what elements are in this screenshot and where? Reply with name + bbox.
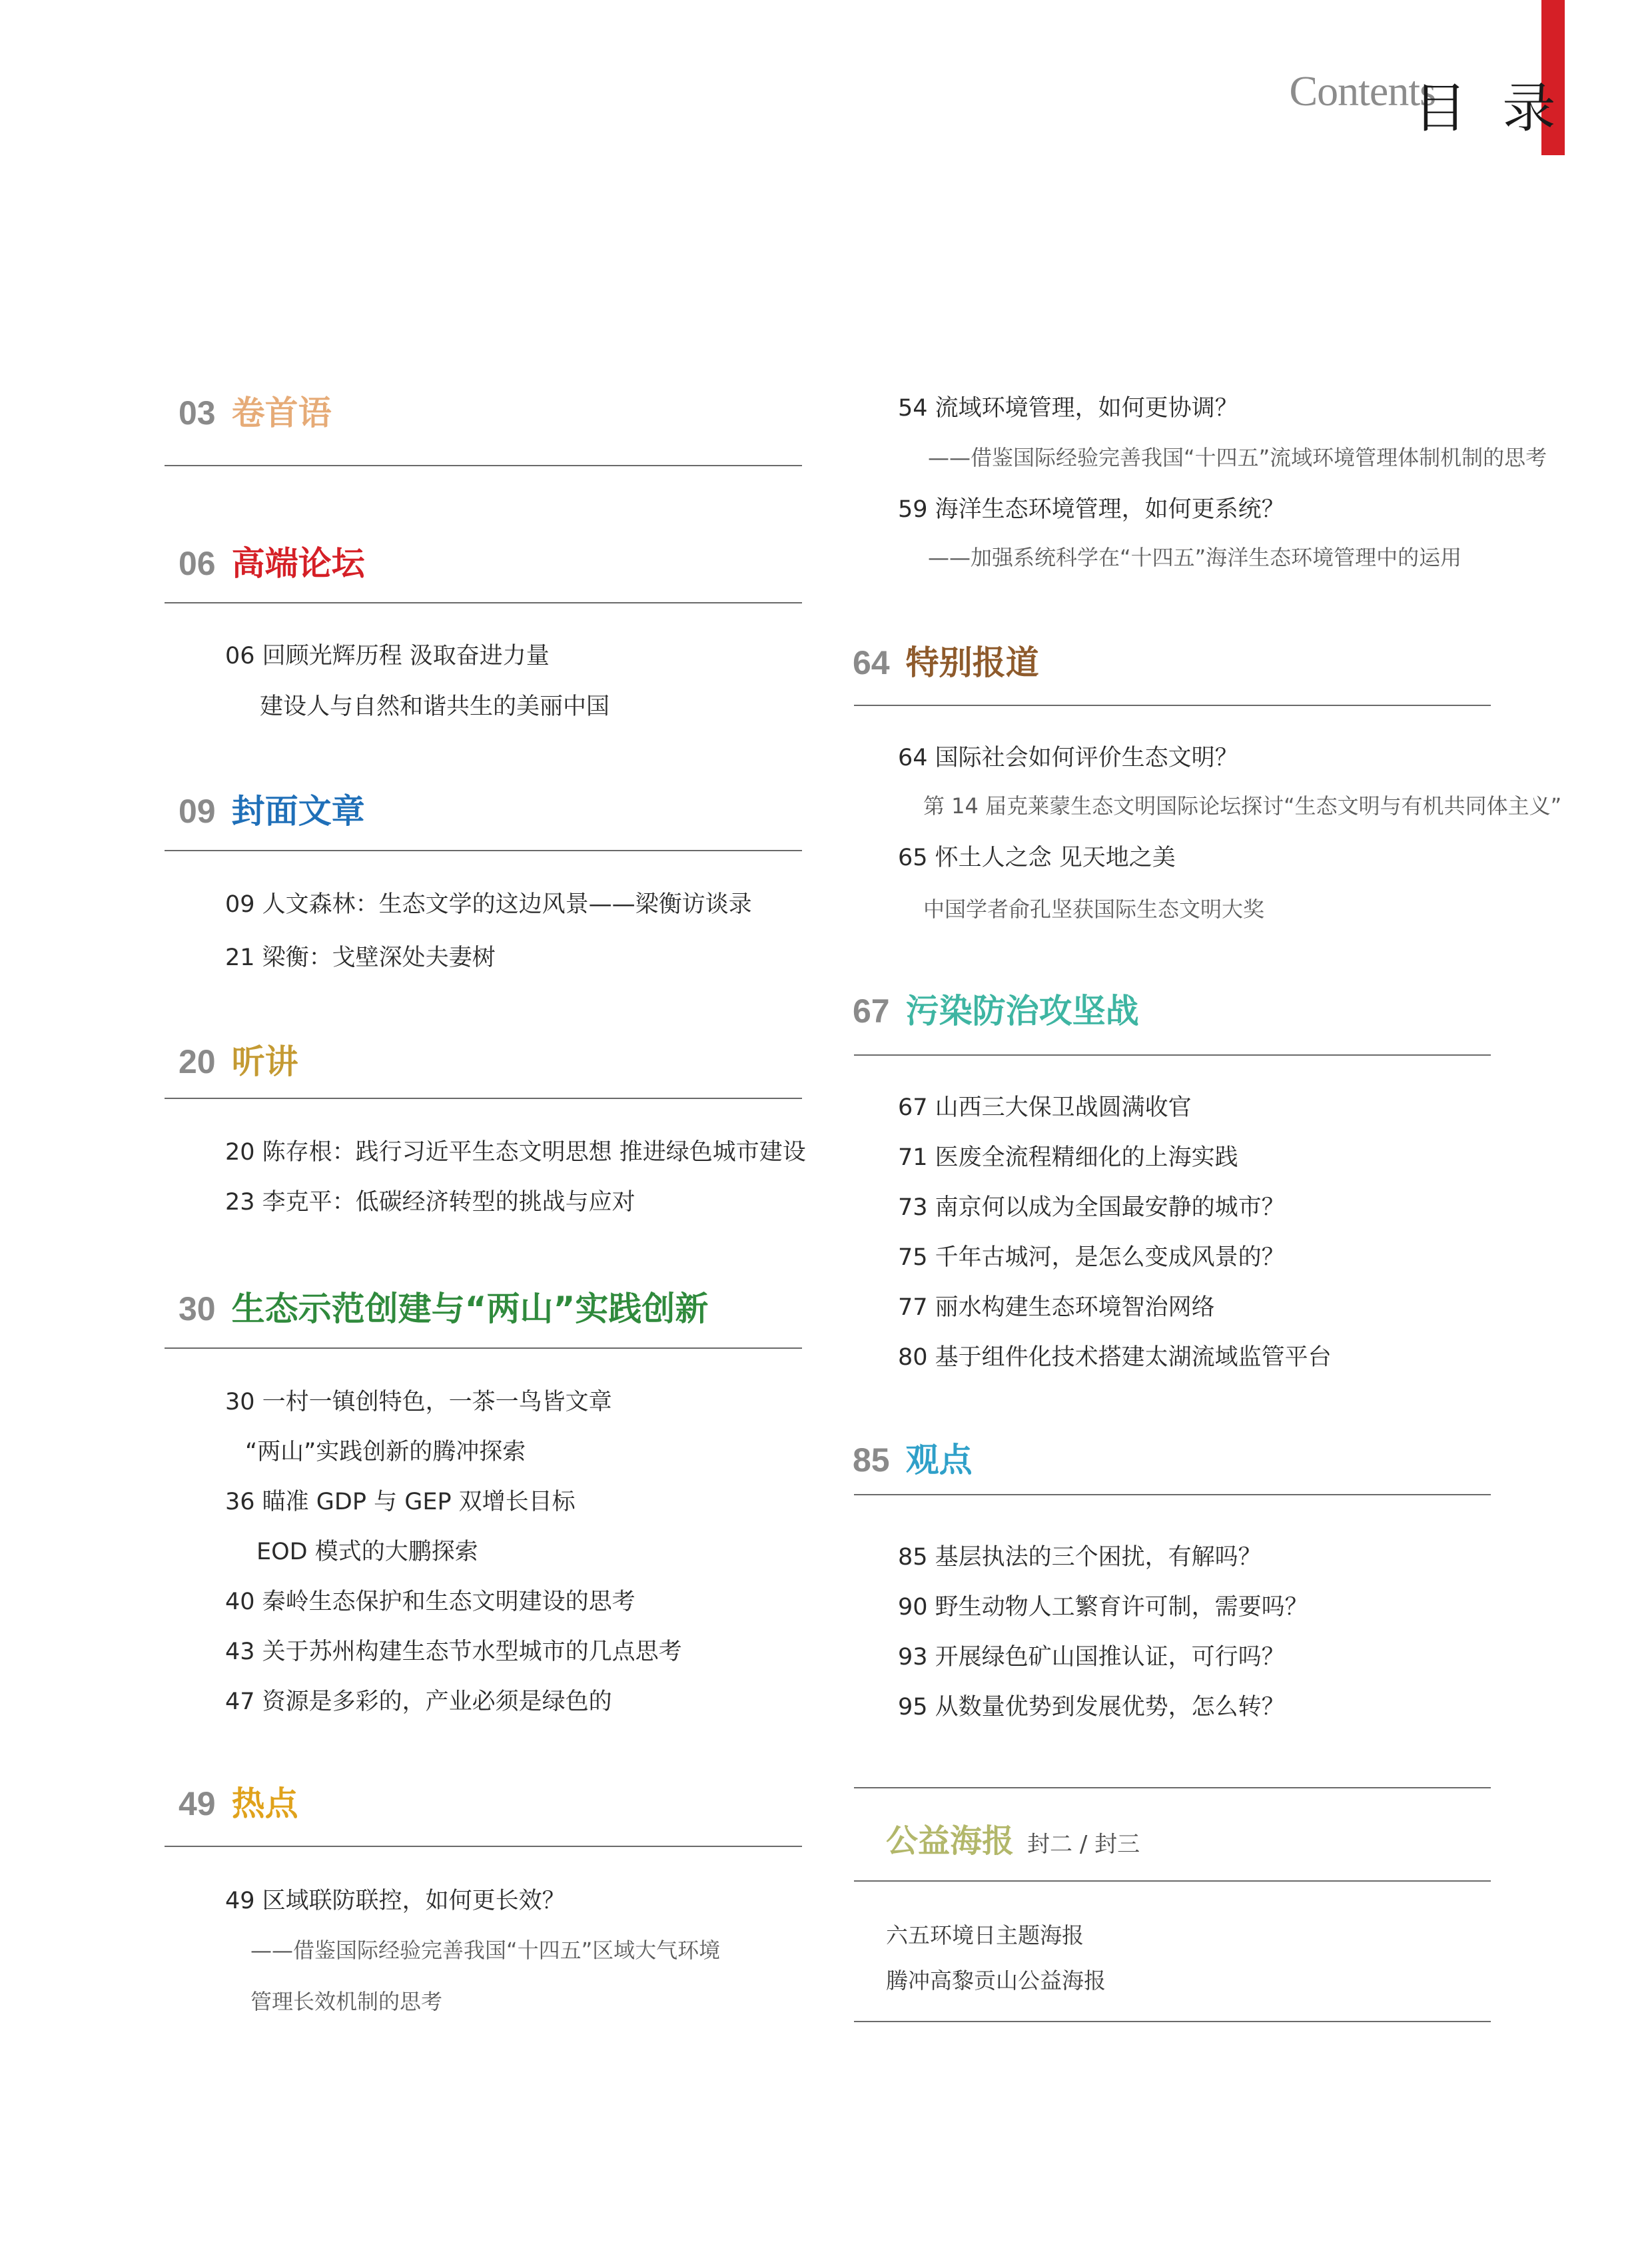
section-title: 听讲 — [231, 1042, 298, 1081]
section-divider — [165, 1347, 802, 1349]
section-tebie-baodao[interactable] — [853, 636, 1039, 684]
toc-item-continued[interactable]: 建设人与自然和谐共生的美丽中国 — [260, 693, 610, 720]
toc-subtitle: 管理长效机制的思考 — [250, 1989, 443, 2014]
section-page-number: 67 — [853, 992, 890, 1030]
toc-item[interactable]: 43 关于苏州构建生态节水型城市的几点思考 — [225, 1639, 682, 1665]
section-divider — [165, 602, 802, 603]
section-page-number: 09 — [179, 793, 216, 830]
toc-item[interactable]: 59 海洋生态环境管理，如何更系统？ — [898, 496, 1285, 523]
section-juanshouyu[interactable] — [179, 386, 332, 434]
section-guandian[interactable] — [853, 1433, 973, 1481]
section-shengtai-shifan[interactable] — [179, 1282, 708, 1330]
toc-item[interactable]: 90 野生动物人工繁育许可制，需要吗？ — [898, 1594, 1308, 1621]
toc-item[interactable]: 36 瞄准 GDP 与 GEP 双增长目标 — [225, 1489, 576, 1515]
section-page-number: 49 — [179, 1785, 216, 1822]
section-page-number: 30 — [179, 1290, 216, 1327]
poster-item[interactable]: 腾冲高黎贡山公益海报 — [886, 1968, 1106, 1994]
section-title: 高端论坛 — [231, 544, 365, 583]
poster-title: 公益海报 — [886, 1822, 1015, 1860]
toc-item[interactable]: 54 流域环境管理，如何更协调？ — [898, 395, 1238, 422]
section-title: 热点 — [231, 1784, 298, 1823]
toc-item-continued[interactable]: “两山”实践创新的腾冲探索 — [245, 1439, 526, 1465]
toc-item[interactable]: 21 梁衡：戈壁深处夫妻树 — [225, 944, 496, 971]
section-fengmian-wenzhang[interactable] — [179, 785, 365, 833]
contents-title-en: Contents — [1289, 67, 1436, 115]
section-page-number: 85 — [853, 1441, 890, 1479]
section-gaoduan-luntan[interactable] — [179, 537, 365, 585]
contents-title-cn: 目 录 — [1414, 77, 1565, 139]
toc-subtitle: ——借鉴国际经验完善我国“十四五”流域环境管理体制机制的思考 — [928, 445, 1547, 470]
toc-item[interactable]: 75 千年古城河，是怎么变成风景的？ — [898, 1244, 1285, 1271]
section-page-number: 20 — [179, 1043, 216, 1080]
section-divider — [165, 1098, 802, 1099]
section-title: 生态示范创建与“两山”实践创新 — [231, 1290, 709, 1328]
toc-item[interactable]: 09 人文森林：生态文学的这边风景——梁衡访谈录 — [225, 891, 752, 918]
section-page-number: 03 — [179, 394, 216, 432]
poster-item[interactable]: 六五环境日主题海报 — [886, 1922, 1084, 1948]
toc-subtitle: 第 14 届克莱蒙生态文明国际论坛探讨“生态文明与有机共同体主义” — [923, 793, 1562, 819]
toc-item[interactable]: 47 资源是多彩的，产业必须是绿色的 — [225, 1688, 612, 1715]
section-redian[interactable] — [179, 1777, 298, 1825]
toc-item[interactable]: 40 秦岭生态保护和生态文明建设的思考 — [225, 1589, 635, 1615]
toc-item[interactable]: 93 开展绿色矿山国推认证，可行吗？ — [898, 1644, 1285, 1671]
section-tingjiang[interactable] — [179, 1035, 298, 1083]
toc-item[interactable]: 80 基于组件化技术搭建太湖流域监管平台 — [898, 1344, 1332, 1371]
toc-item[interactable]: 95 从数量优势到发展优势，怎么转？ — [898, 1694, 1285, 1720]
section-page-number: 64 — [853, 644, 890, 681]
poster-mid-divider — [854, 1880, 1491, 1882]
poster-pages: 封二 / 封三 — [1027, 1831, 1140, 1858]
toc-item[interactable]: 06 回顾光辉历程 汲取奋进力量 — [225, 643, 550, 669]
toc-subtitle: ——借鉴国际经验完善我国“十四五”区域大气环境 — [250, 1938, 721, 1963]
poster-bottom-divider — [854, 2021, 1491, 2022]
toc-subtitle: ——加强系统科学在“十四五”海洋生态环境管理中的运用 — [928, 545, 1462, 570]
section-divider — [165, 465, 802, 466]
toc-item[interactable]: 64 国际社会如何评价生态文明？ — [898, 745, 1238, 771]
section-divider — [165, 850, 802, 851]
toc-item[interactable]: 23 李克平：低碳经济转型的挑战与应对 — [225, 1189, 635, 1216]
section-title: 污染防治攻坚战 — [905, 992, 1139, 1030]
section-gongyi-haibao[interactable] — [886, 1815, 1140, 1861]
section-title: 特别报道 — [905, 643, 1039, 682]
poster-top-divider — [854, 1787, 1491, 1788]
section-wuran-fangzhi[interactable] — [853, 984, 1139, 1032]
section-divider — [165, 1846, 802, 1847]
toc-item[interactable]: 67 山西三大保卫战圆满收官 — [898, 1094, 1192, 1121]
section-divider — [854, 1494, 1491, 1495]
toc-item[interactable]: 65 怀土人之念 见天地之美 — [898, 845, 1176, 871]
toc-item[interactable]: 30 一村一镇创特色，一茶一鸟皆文章 — [225, 1389, 612, 1415]
section-divider — [854, 1054, 1491, 1056]
toc-item[interactable]: 73 南京何以成为全国最安静的城市？ — [898, 1194, 1285, 1221]
section-title: 观点 — [905, 1441, 973, 1479]
toc-item[interactable]: 85 基层执法的三个困扰，有解吗？ — [898, 1544, 1262, 1571]
toc-item[interactable]: 71 医废全流程精细化的上海实践 — [898, 1144, 1238, 1171]
toc-item[interactable]: 20 陈存根：践行习近平生态文明思想 推进绿色城市建设 — [225, 1139, 806, 1166]
toc-subtitle: 中国学者俞孔坚获国际生态文明大奖 — [923, 897, 1265, 922]
toc-item-continued[interactable]: EOD 模式的大鹏探索 — [256, 1539, 478, 1565]
section-title: 卷首语 — [231, 394, 332, 432]
toc-item[interactable]: 77 丽水构建生态环境智治网络 — [898, 1294, 1215, 1321]
section-page-number: 06 — [179, 545, 216, 582]
section-divider — [854, 705, 1491, 706]
toc-item[interactable]: 49 区域联防联控，如何更长效？ — [225, 1888, 566, 1914]
section-title: 封面文章 — [231, 792, 365, 831]
